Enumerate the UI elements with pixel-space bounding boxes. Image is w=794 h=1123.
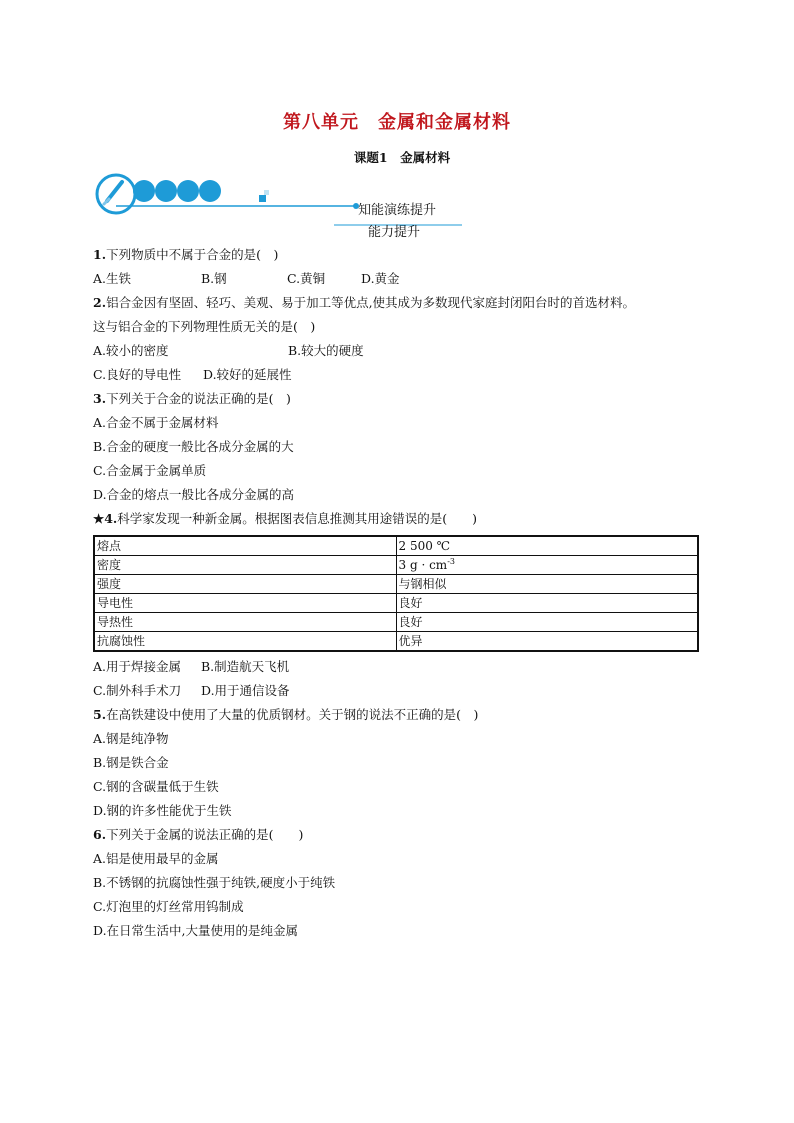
page-title: 第八单元 金属和金属材料: [283, 112, 511, 133]
question-stem-continued: 这与铝合金的下列物理性质无关的是( ): [93, 319, 316, 334]
question-stem: 下列关于合金的说法正确的是( ): [106, 391, 291, 406]
banner-square-icon: [259, 195, 266, 202]
option-a[interactable]: A.用于焊接金属: [93, 659, 182, 674]
option-c[interactable]: C.良好的导电性: [93, 367, 182, 382]
option-c[interactable]: C.合金属于金属单质: [93, 463, 207, 478]
section-subtitle: 课题1 金属材料: [353, 150, 451, 165]
option-d[interactable]: D.用于通信设备: [201, 683, 290, 698]
option-c[interactable]: C.黄铜: [287, 271, 326, 286]
question-number: 6.: [93, 827, 107, 842]
options-row: [93, 267, 713, 291]
option-b[interactable]: B.较大的硬度: [288, 343, 364, 358]
option-b[interactable]: B.合金的硬度一般比各成分金属的大: [93, 439, 294, 454]
banner-dot-1: [133, 180, 155, 202]
question-3: [93, 387, 713, 411]
option-a[interactable]: A.铝是使用最早的金属: [93, 851, 219, 866]
table-cell-property: 密度: [94, 556, 396, 575]
option-b[interactable]: B.制造航天飞机: [201, 659, 290, 674]
question-stem: 在高铁建设中使用了大量的优质钢材。关于钢的说法不正确的是( ): [106, 707, 479, 722]
option-a[interactable]: A.较小的密度: [93, 343, 169, 358]
metal-properties-table: [93, 535, 699, 652]
option-d[interactable]: D.黄金: [361, 271, 400, 286]
options-row: [93, 655, 713, 679]
banner-dot-3: [177, 180, 199, 202]
table-row: [94, 594, 698, 613]
table-cell-value: 与钢相似: [396, 575, 698, 594]
table-row: [94, 632, 698, 652]
option-b[interactable]: B.钢: [201, 271, 227, 286]
density-value: 3 g · cm: [398, 558, 448, 572]
option-d[interactable]: D.钢的许多性能优于生铁: [93, 803, 232, 818]
banner-label-knowledge: 知能演练提升: [358, 203, 437, 218]
brush-badge-icon: [97, 175, 135, 213]
table-cell-property: 导热性: [94, 613, 396, 632]
option-c[interactable]: C.灯泡里的灯丝常用钨制成: [93, 899, 244, 914]
table-cell-property: 抗腐蚀性: [94, 632, 396, 652]
banner-label-ability: 能力提升: [368, 225, 421, 240]
table-row: [94, 556, 698, 575]
question-stem: 科学家发现一种新金属。根据图表信息推测其用途错误的是( ): [117, 511, 478, 526]
question-number: ★4.: [93, 511, 118, 526]
table-cell-value: 2 500 ℃: [396, 536, 698, 556]
question-1: [93, 243, 713, 267]
option-b[interactable]: B.钢是铁合金: [93, 755, 169, 770]
option-d[interactable]: D.在日常生活中,大量使用的是纯金属: [93, 923, 299, 938]
question-list: [93, 243, 713, 943]
question-2: [93, 291, 713, 315]
option-b[interactable]: B.不锈钢的抗腐蚀性强于纯铁,硬度小于纯铁: [93, 875, 336, 890]
table-row: [94, 613, 698, 632]
option-a[interactable]: A.生铁: [93, 271, 132, 286]
banner-dot-2: [155, 180, 177, 202]
question-4: [93, 507, 713, 531]
question-stem: 下列物质中不属于合金的是( ): [106, 247, 279, 262]
table-cell-value: 良好: [396, 594, 698, 613]
question-6: [93, 823, 713, 847]
option-c[interactable]: C.钢的含碳量低于生铁: [93, 779, 219, 794]
table-cell-property: 熔点: [94, 536, 396, 556]
question-number: 3.: [93, 391, 107, 406]
options-row: [93, 363, 713, 387]
question-stem: 下列关于金属的说法正确的是( ): [106, 827, 304, 842]
table-cell-property: 强度: [94, 575, 396, 594]
table-cell-property: 导电性: [94, 594, 396, 613]
option-d[interactable]: D.较好的延展性: [203, 367, 292, 382]
table-row: [94, 575, 698, 594]
option-d[interactable]: D.合金的熔点一般比各成分金属的高: [93, 487, 295, 502]
table-row: [94, 536, 698, 556]
question-number: 5.: [93, 707, 107, 722]
options-row: [93, 339, 713, 363]
option-a[interactable]: A.合金不属于金属材料: [93, 415, 219, 430]
table-cell-value: [396, 556, 698, 575]
question-number: 2.: [93, 295, 107, 310]
question-5: [93, 703, 713, 727]
option-a[interactable]: A.钢是纯净物: [93, 731, 169, 746]
table-cell-value: 优异: [396, 632, 698, 652]
options-row: [93, 679, 713, 703]
option-c[interactable]: C.制外科手术刀: [93, 683, 182, 698]
question-number: 1.: [93, 247, 107, 262]
density-exponent: -3: [447, 557, 455, 566]
banner-dot-4: [199, 180, 221, 202]
question-stem: 铝合金因有坚固、轻巧、美观、易于加工等优点,使其成为多数现代家庭封闭阳台时的首选材料。: [106, 295, 636, 310]
table-cell-value: 良好: [396, 613, 698, 632]
